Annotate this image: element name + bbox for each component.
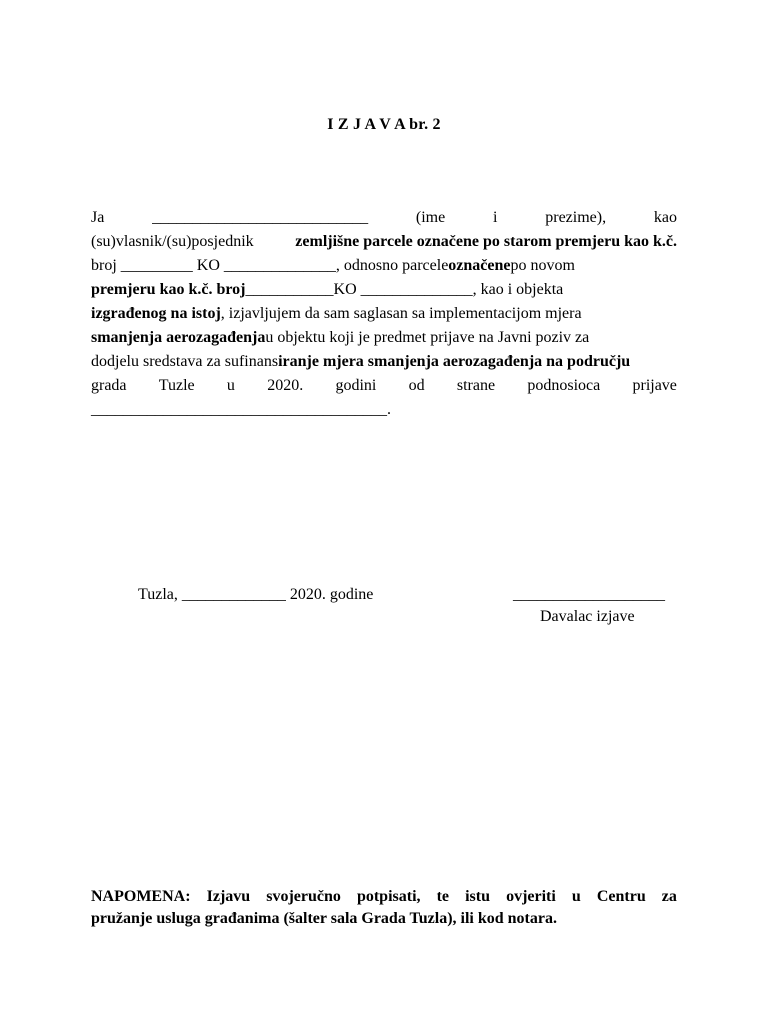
note-word: Izjavu <box>206 888 251 905</box>
note-word: svojeručno <box>266 888 341 905</box>
funding-text: dodjelu sredstava za sufinans <box>91 353 279 370</box>
place-date-field: Tuzla, _____________ 2020. godine <box>138 586 374 603</box>
note-word: Centru <box>596 888 646 905</box>
word: (ime <box>415 209 446 226</box>
document-title: I Z J A V A br. 2 <box>327 116 441 133</box>
statement-paragraph <box>91 206 677 422</box>
word: Tuzle <box>158 377 195 394</box>
word: u <box>226 377 235 394</box>
note-word: NAPOMENA: <box>91 888 191 905</box>
new-survey-text: premjeru kao k.č. broj <box>91 281 246 298</box>
note-word: ovjeriti <box>506 888 556 905</box>
signer-label: Davalac izjave <box>540 608 635 625</box>
owner-text: (su)vlasnik/(su)posjednik <box>91 233 254 250</box>
note-word: potpisati, <box>356 888 421 905</box>
pollution-reduction-text: smanjenja aerozagađenja <box>91 329 266 346</box>
paragraph-line-2 <box>91 230 677 254</box>
new-parcel-blank: ___________KO ______________, kao i objekta <box>245 281 564 298</box>
word: grada <box>91 377 127 394</box>
word: podnosioca <box>527 377 601 394</box>
paragraph-line-6 <box>91 326 677 350</box>
note-word: istu <box>465 888 490 905</box>
paragraph-line-5 <box>91 302 677 326</box>
new-text: po novom <box>510 257 575 274</box>
note-word: te <box>436 888 450 905</box>
consent-text: , izjavljujem da sam saglasan sa implementacijom mjera <box>220 305 582 322</box>
marked-text: označene <box>448 257 511 274</box>
word: strane <box>456 377 496 394</box>
paragraph-line-7 <box>91 350 677 374</box>
paragraph-line-3 <box>91 254 677 278</box>
word: i <box>493 209 498 226</box>
paragraph-line-1 <box>91 206 677 230</box>
object-text: u objektu koji je predmet prijave na Javni poziv za <box>265 329 590 346</box>
note-line-2: pružanje usluga građanima (šalter sala Grada Tuzla), ili kod notara. <box>91 910 557 927</box>
word: prezime), <box>545 209 607 226</box>
word: kao <box>653 209 677 226</box>
word: 2020. <box>267 377 304 394</box>
note-word: za <box>661 888 677 905</box>
note-block <box>91 886 677 930</box>
name-blank: ___________________________ <box>152 209 369 226</box>
applicant-blank: _____________________________________. <box>91 401 391 418</box>
note-word: u <box>571 888 581 905</box>
parcel-number-blank: broj _________ KO ______________, odnosno parcele <box>91 257 449 274</box>
paragraph-line-8 <box>91 374 677 398</box>
built-text: izgrađenog na istoj <box>91 305 221 322</box>
word: godini <box>335 377 377 394</box>
cofinancing-text: iranje mjera smanjenja aerozagađenja na području <box>278 353 631 370</box>
note-line-1 <box>91 886 677 908</box>
parcel-old-text: zemljišne parcele označene po starom premjeru kao k.č. <box>295 233 677 250</box>
paragraph-line-4 <box>91 278 677 302</box>
paragraph-line-9 <box>91 398 677 422</box>
signature-line: ___________________ <box>513 586 665 603</box>
word: od <box>408 377 425 394</box>
word: Ja <box>91 209 105 226</box>
word: prijave <box>632 377 677 394</box>
